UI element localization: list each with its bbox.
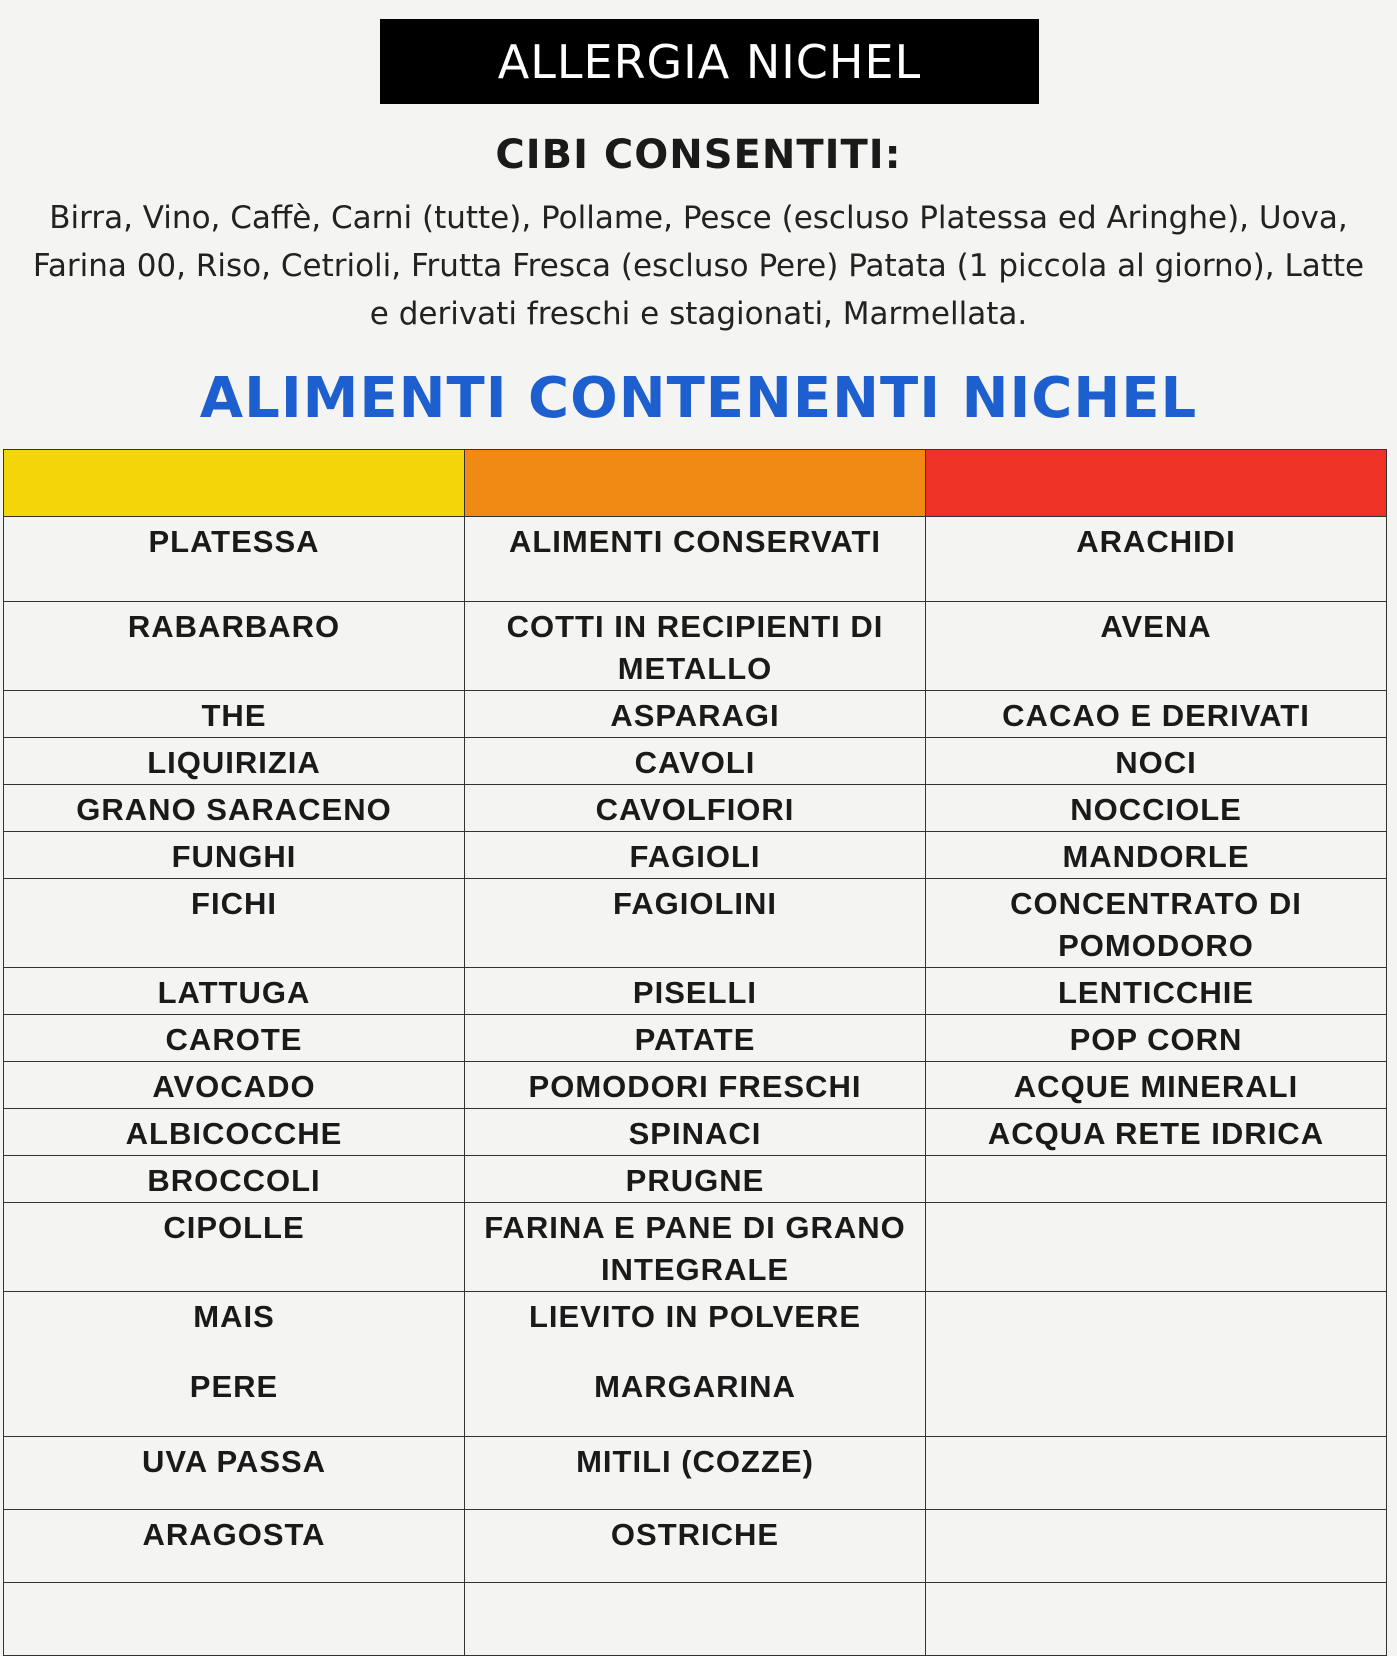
table-cell: PLATESSA: [4, 517, 465, 602]
table-cell: FUNGHI: [4, 832, 465, 879]
table-cell: ASPARAGI: [465, 691, 926, 738]
table-cell: [4, 1292, 465, 1437]
table-row: [4, 832, 1387, 879]
table-row: [4, 968, 1387, 1015]
table-cell: [465, 1292, 926, 1437]
table-cell: RABARBARO: [4, 602, 465, 691]
document-title: ALLERGIA NICHEL: [380, 19, 1039, 104]
table-row: [4, 517, 1387, 602]
yellow-level-header: [4, 450, 465, 517]
table-cell: [926, 1437, 1387, 1510]
table-cell: NOCCIOLE: [926, 785, 1387, 832]
table-cell: POMODORI FRESCHI: [465, 1062, 926, 1109]
table-cell: AVENA: [926, 602, 1387, 691]
table-cell: [926, 1292, 1387, 1437]
table-cell: [4, 1583, 465, 1656]
table-cell: ARAGOSTA: [4, 1510, 465, 1583]
table-row: [4, 1583, 1387, 1656]
table-cell: THE: [4, 691, 465, 738]
table-cell: CACAO E DERIVATI: [926, 691, 1387, 738]
cell-line: MAIS: [193, 1299, 275, 1334]
table-cell: BROCCOLI: [4, 1156, 465, 1203]
table-cell: LENTICCHIE: [926, 968, 1387, 1015]
table-cell: OSTRICHE: [465, 1510, 926, 1583]
table-cell: POP CORN: [926, 1015, 1387, 1062]
allowed-foods-text: Birra, Vino, Caffè, Carni (tutte), Pollame, Pesce (escluso Platessa ed Aringhe), Uova, Farina 00, Riso, Cetrioli, Frutta Fresca (escluso Pere) Patata (1 piccola al giorno), Latte e derivati freschi e stagionati, Marmellata.: [32, 200, 1365, 332]
table-cell: CONCENTRATO DI POMODORO: [926, 879, 1387, 968]
table-cell: PATATE: [465, 1015, 926, 1062]
color-header-row: [4, 450, 1387, 517]
table-row: [4, 1203, 1387, 1292]
table-row: [4, 691, 1387, 738]
table-row: [4, 738, 1387, 785]
table-cell: GRANO SARACENO: [4, 785, 465, 832]
table-row: [4, 785, 1387, 832]
table-row: [4, 1015, 1387, 1062]
table-cell: FARINA E PANE DI GRANO INTEGRALE: [465, 1203, 926, 1292]
table-cell: LATTUGA: [4, 968, 465, 1015]
table-cell: ARACHIDI: [926, 517, 1387, 602]
table-cell: PRUGNE: [465, 1156, 926, 1203]
nickel-foods-heading: ALIMENTI CONTENENTI NICHEL: [199, 366, 1198, 431]
table-cell: FICHI: [4, 879, 465, 968]
table-cell: COTTI IN RECIPIENTI DI METALLO: [465, 602, 926, 691]
table-cell: CAROTE: [4, 1015, 465, 1062]
table-cell: SPINACI: [465, 1109, 926, 1156]
cell-line: MARGARINA: [594, 1369, 796, 1404]
table-row: [4, 1062, 1387, 1109]
table-cell: ALIMENTI CONSERVATI: [465, 517, 926, 602]
table-cell: ACQUA RETE IDRICA: [926, 1109, 1387, 1156]
table-cell: CAVOLFIORI: [465, 785, 926, 832]
table-cell: UVA PASSA: [4, 1437, 465, 1510]
table-cell: [926, 1156, 1387, 1203]
table-cell: [465, 1583, 926, 1656]
table-row: [4, 1109, 1387, 1156]
table-cell: [926, 1583, 1387, 1656]
table-cell: [926, 1510, 1387, 1583]
table-row: [4, 1437, 1387, 1510]
table-cell: LIQUIRIZIA: [4, 738, 465, 785]
table-cell: MITILI (COZZE): [465, 1437, 926, 1510]
table-cell: PISELLI: [465, 968, 926, 1015]
table-cell: AVOCADO: [4, 1062, 465, 1109]
table-cell: FAGIOLINI: [465, 879, 926, 968]
nickel-foods-table: [3, 449, 1387, 1656]
allowed-foods-heading: CIBI CONSENTITI:: [495, 132, 902, 178]
table-cell: ACQUE MINERALI: [926, 1062, 1387, 1109]
table-cell: [926, 1203, 1387, 1292]
cell-line: LIEVITO IN POLVERE: [528, 1299, 862, 1334]
table-row: [4, 1510, 1387, 1583]
table-row: [4, 602, 1387, 691]
table-cell: NOCI: [926, 738, 1387, 785]
table-row: [4, 1156, 1387, 1203]
table-cell: CAVOLI: [465, 738, 926, 785]
orange-level-header: [465, 450, 926, 517]
table-cell: CIPOLLE: [4, 1203, 465, 1292]
table-row: [4, 879, 1387, 968]
table-row: [4, 1292, 1387, 1437]
red-level-header: [926, 450, 1387, 517]
table-cell: FAGIOLI: [465, 832, 926, 879]
table-cell: ALBICOCCHE: [4, 1109, 465, 1156]
cell-line: PERE: [189, 1369, 279, 1404]
table-cell: MANDORLE: [926, 832, 1387, 879]
